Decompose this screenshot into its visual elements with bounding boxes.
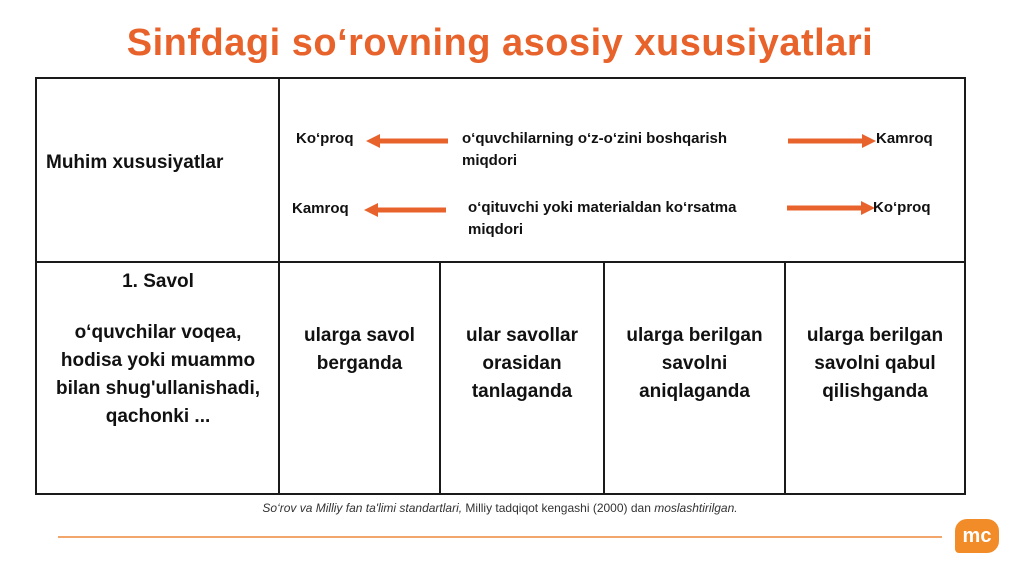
mc-logo-icon: mc bbox=[955, 519, 999, 553]
row1-description-line1: o‘quvchilarning o‘z-o‘zini boshqarish bbox=[462, 130, 728, 147]
row1-description-line2: miqdori bbox=[462, 152, 517, 169]
row2-description-line1: o‘qituvchi yoki materialdan ko‘rsatma bbox=[468, 199, 737, 216]
row2-description bbox=[468, 197, 736, 241]
savol-description-line: qachonki ... bbox=[105, 406, 211, 427]
step-line: ularga savol bbox=[304, 325, 415, 346]
step-line: ularga berilgan bbox=[806, 325, 944, 346]
step-line: ular savollar bbox=[466, 325, 578, 346]
footnote-source-title: So‘rov va Milliy fan ta'limi standartlari, bbox=[262, 501, 463, 515]
header-label: Muhim xususiyatlar bbox=[46, 152, 224, 173]
step-line: orasidan bbox=[482, 353, 562, 374]
left-arrow-icon bbox=[364, 203, 446, 217]
step-cell-2 bbox=[441, 263, 603, 493]
right-arrow-icon bbox=[788, 134, 876, 148]
left-arrow-icon bbox=[366, 134, 448, 148]
footnote-source-body: Milliy tadqiqot kengashi (2000) dan bbox=[462, 501, 655, 515]
source-footnote bbox=[0, 501, 1000, 515]
savol-description-line: o‘quvchilar voqea, bbox=[74, 322, 242, 343]
right-arrow-icon bbox=[787, 201, 875, 215]
step-line: aniqlaganda bbox=[639, 381, 750, 402]
savol-description-line: hodisa yoki muammo bbox=[60, 350, 256, 371]
step-cell-3 bbox=[605, 263, 784, 493]
row2-description-line2: miqdori bbox=[468, 221, 523, 238]
bottom-divider bbox=[58, 536, 942, 538]
row2-right-label: Ko‘proq bbox=[873, 199, 931, 216]
savol-description bbox=[37, 319, 279, 431]
step-line: qilishganda bbox=[822, 381, 928, 402]
step-line: savolni qabul bbox=[814, 353, 936, 374]
savol-title: 1. Savol bbox=[122, 271, 194, 292]
step-line: savolni bbox=[661, 353, 728, 374]
step-line: tanlaganda bbox=[471, 381, 573, 402]
page-title: Sinfdagi so‘rovning asosiy xususiyatlari bbox=[126, 22, 874, 64]
row1-description bbox=[462, 128, 727, 172]
step-line: berganda bbox=[316, 353, 403, 374]
step-cell-1 bbox=[280, 263, 439, 493]
row2-left-label: Kamroq bbox=[292, 200, 349, 217]
row1-right-label: Kamroq bbox=[876, 130, 933, 147]
step-cell-4 bbox=[786, 263, 964, 493]
step-line: ularga berilgan bbox=[626, 325, 763, 346]
savol-description-line: bilan shug'ullanishadi, bbox=[55, 378, 261, 399]
savol-cell bbox=[37, 263, 279, 431]
row1-left-label: Ko‘proq bbox=[296, 130, 354, 147]
footnote-adapted: moslashtirilgan. bbox=[654, 501, 738, 515]
